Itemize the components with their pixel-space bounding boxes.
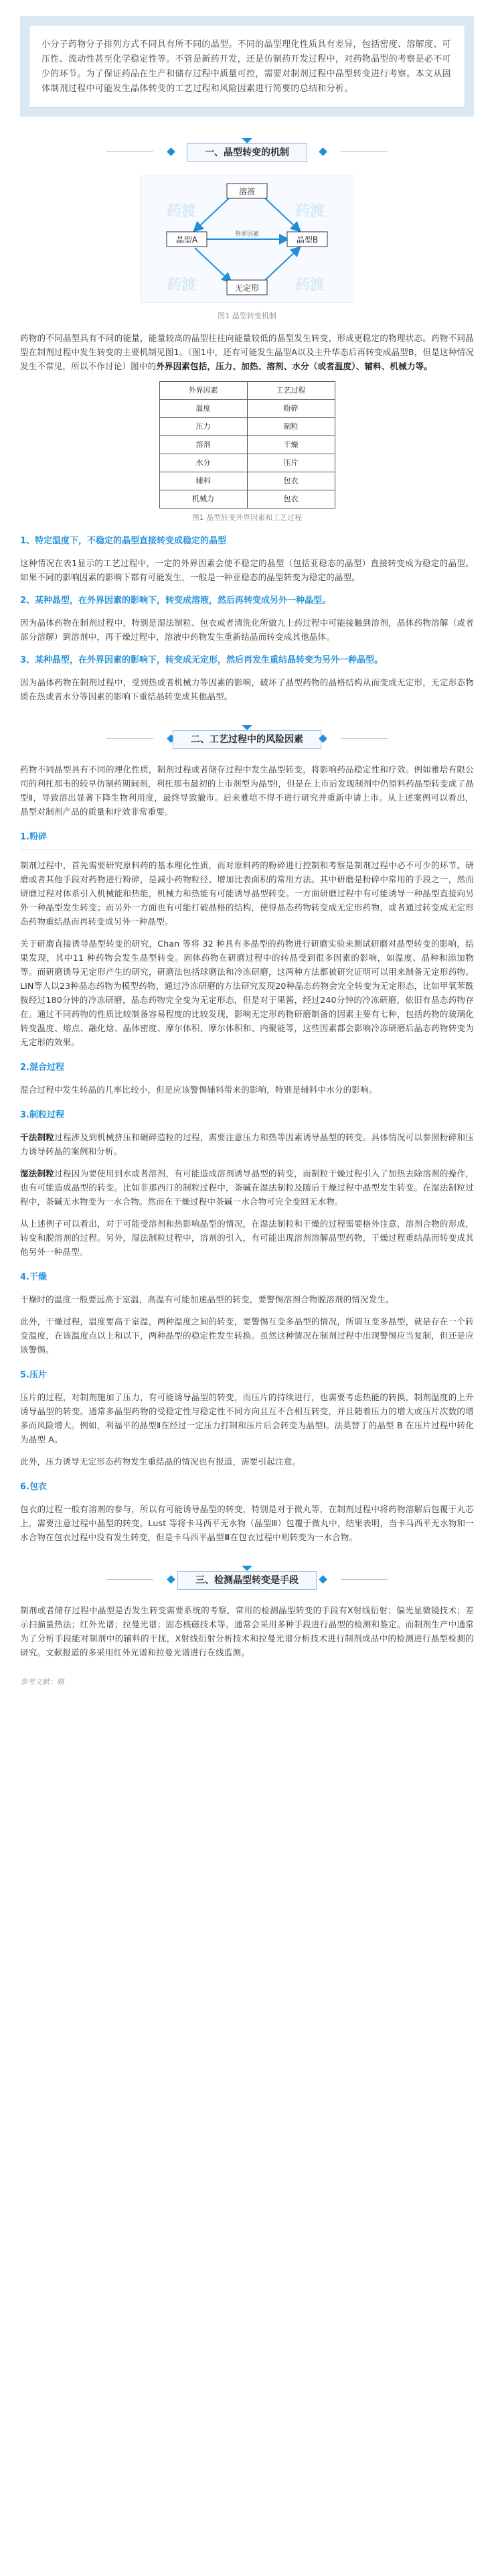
- table-cell: 包衣: [247, 490, 335, 509]
- table-cell: 水分: [159, 454, 247, 472]
- tableting-p2: 此外，压力诱导无定形态药物发生重结晶的情况也有报道，需要引起注意。: [20, 1456, 301, 1467]
- mechanism-diagram: [140, 176, 354, 303]
- table-cell: 外界因素: [159, 382, 247, 400]
- table-cell: 压片: [247, 454, 335, 472]
- diamond-icon: [319, 1575, 327, 1584]
- svg-text:溶液: 溶液: [238, 187, 256, 196]
- coating-p1: 包衣的过程一般有溶剂的参与，所以有可能诱导晶型的转变，特别是对于微丸等，在制剂过程中将药物溶解后包覆于丸芯上，需要注意过程中晶型的转变。Lust 等将卡马西平无水物（晶型Ⅲ）包覆于微丸中，结果表明，当卡马西平无水物和一水合物在包衣过程中没有发生转变，但是卡马西平晶型Ⅲ在包衣过程中则转变为一水合物。: [20, 1504, 474, 1542]
- watermark: 药渡: [295, 203, 325, 220]
- table-row: [159, 382, 335, 400]
- svg-text:晶型B: 晶型B: [296, 235, 319, 245]
- table-cell: 机械力: [159, 490, 247, 509]
- divider: [341, 738, 388, 739]
- watermark: 药渡: [167, 277, 197, 293]
- divider: [341, 1579, 388, 1580]
- drying-p1: 干燥时的温度一般要远高于室温，高温有可能加速晶型的转变，要警惕溶剂合物脱溶剂的情况发生。: [20, 1294, 394, 1304]
- divider: [106, 151, 153, 152]
- diamond-icon: [167, 1575, 175, 1584]
- tableting-p1: 压片的过程，对制剂施加了压力，有可能诱导晶型的转变，而压片的持续进行，也需要考虑热能的转换，制剂温度的上升诱导晶型的转变。通常多晶型药物的受稳定性与稳定性不同方向且互不合相互转变，并且随着压力的增大或压片次数的增多而风险增大。例如，利福平的晶型Ⅱ在经过一定压力打制和压片后会转变为晶型Ⅰ。法莫替丁的晶型 B 在压片过程中转化为晶型 A。: [20, 1392, 474, 1444]
- table-cell: 包衣: [247, 472, 335, 490]
- article: [0, 16, 494, 2576]
- intro-text: 小分子药物分子排列方式不同具有所不同的晶型。不同的晶型理化性质具有差异，包括密度、溶解度、可压性、流动性甚至化学稳定性等。不管是新药开发，还是仿制药开发过程中，对药物晶型的考察是必不可少的环节。为了保证药品在生产和储存过程中质量可控，需要对制剂过程中晶型转变进行考察。本文从固体制剂过程中可能发生晶体转变的工艺过程和风险因素进行简要的总结和分析。: [29, 25, 465, 108]
- table-cell: 粉碎: [247, 400, 335, 418]
- table-cell: 溶剂: [159, 436, 247, 454]
- divider: [341, 151, 388, 152]
- milling-p1: 制剂过程中，首先需要研究原料药的基本理化性质，而对原料药的粉碎进行控制和考察是制剂过程中必不可少的环节。研磨或者其他手段对药物进行粉碎，是减小药物粒径、增加比表面积的常用方法。其中研磨是粉碎中常用的手段之一，然而研磨过程对体系引入机械能和热能，机械力和热能有可能诱导晶型转变。一方面研磨过程中有可能诱导一种晶型直接向另外一种晶型发生转变；而另外一方面也有可能打破晶格的结构，使得晶态药物转变成无定形药物，或者通过转变成无定形态药物重结晶而再转变成另外一种晶型。: [20, 860, 474, 927]
- divider: [106, 1579, 153, 1580]
- step-title-mixing: 2.混合过程: [20, 1063, 64, 1073]
- table-row: [159, 418, 335, 436]
- step-title-milling: 1.粉碎: [20, 832, 47, 842]
- section-heading-3: [93, 1566, 401, 1594]
- diamond-icon: [167, 147, 175, 156]
- figure-mechanism: [20, 176, 474, 323]
- drying-p2: 此外，干燥过程，温度要高于室温，两种温度之间的转变，要警惕互变多晶型的情况，所谓互变多晶型，就是存在一个转变温度，在该温度点以上和以下，两种晶型的稳定性发生转换。虽然这种情况在制剂过程中出现警惕应当复制，但还是应该警惕。: [20, 1316, 474, 1355]
- step-title-tableting: 5.压片: [20, 1370, 47, 1380]
- triangle-icon: [242, 1566, 252, 1571]
- svg-text:晶型A: 晶型A: [175, 235, 198, 245]
- section-title: 三、检测晶型转变是手段: [177, 1571, 317, 1590]
- references-note: 参考文献：略: [20, 1678, 64, 1686]
- triangle-icon: [242, 138, 252, 143]
- intro-frame: [20, 16, 474, 117]
- table-caption: 图1 晶型转变外界因素和工艺过程: [191, 513, 303, 522]
- risk-intro: 药物不同晶型具有不同的理化性质，制剂过程或者储存过程中发生晶型转变，将影响药品稳定性和疗效。例如雅培有限公司的利托那韦的较早仿制药期间剂，利托那韦最初的上市剂型为晶型Ⅰ，但是在上市后发现制剂中仍原料药晶型转变成了晶型Ⅱ，导致溶出显著下降生物利用度，最终导致撤市。后来雅培不得不进行研究并重新申请上市。从上述案例可以看出，晶型对制剂产品的质量和疗效非常重要。: [20, 764, 474, 817]
- factor-table: [159, 381, 335, 509]
- center-label: 外界因素: [234, 231, 260, 238]
- mechanism-2-title: 2、某种晶型，在外界因素的影响下，转变成溶液，然后再转变成另外一种晶型。: [20, 596, 331, 606]
- granulation-p3: 从上述例子可以看出，对于可能受溶剂和热影响晶型的情况，在湿法制粒和干燥的过程需要格外注意，溶剂合物的形成，转变和脱溶剂的过程。另外，湿法制粒过程中，溶剂的引入，有可能出现溶剂溶解晶型药物，干燥过程重结晶而转变成其他另外一种晶型。: [20, 1219, 474, 1257]
- detection-paragraph: 制剂或者储存过程中晶型是否发生转变需要系统的考察，常用的检测晶型转变的手段有X射线衍射；偏光显微镜技术；差示扫描量热法；红外光谱；拉曼光谱；固态核磁技术等。通常会采用多种手段进行晶型的检测和鉴定。而制剂生产中通常为了分析手段能对制剂中的辅料的干扰，X射线衍射分析技术和拉曼光谱分析技术进行制剂成品中的检测进行晶型检测的研究。文献报道的多采用红外光谱和拉曼光谱进行在线监测。: [20, 1605, 474, 1657]
- watermark: 药渡: [295, 277, 325, 293]
- mechanism-1-title: 1、特定温度下，不稳定的晶型直接转变成稳定的晶型: [20, 536, 227, 546]
- table-row: [159, 436, 335, 454]
- granulation-p2: 湿法制粒过程因为要使用到水或者溶剂，有可能造成溶剂诱导晶型的转变，而制粒干燥过程引入了加热去除溶剂的操作，也有可能造成晶型的转变。比如非那西汀的制粒过程中，茶碱在湿法制粒及随后干燥过程中晶型发生转变。在湿法制粒过程中，茶碱无水物变为一水合物。然而在干燥过程中茶碱一水合物可完全变回无水物。: [20, 1168, 474, 1207]
- table-cell: 制粒: [247, 418, 335, 436]
- table-row: [159, 490, 335, 509]
- table-row: [159, 400, 335, 418]
- triangle-icon: [242, 725, 252, 730]
- factor-table-figure: [20, 381, 474, 525]
- mechanism-3-title: 3、某种晶型，在外界因素的影响下，转变成无定形，然后再发生重结晶转变为另外一种晶型。: [20, 655, 384, 665]
- granulation-p1: 干法制粒过程涉及到机械挤压和碾碎造粒的过程，需要注意压力和热等因素诱导晶型的转变。具体情况可以参照粉碎和压力诱导转晶的案例和分析。: [20, 1132, 474, 1156]
- table-cell: 干燥: [247, 436, 335, 454]
- watermark: 药渡: [167, 203, 197, 220]
- step-title-drying: 4.干燥: [20, 1272, 47, 1282]
- table-cell: 工艺过程: [247, 382, 335, 400]
- mechanism-2-body: 因为晶体药物在制剂过程中，特别是湿法制粒、包衣或者清洗化所做九上药过程中可能接触到溶剂，晶体药物溶解（或者部分溶解）到溶剂中，再干燥过程中，溶液中药物发生重新结晶而转变成其他晶体。: [20, 618, 474, 642]
- mixing-p1: 混合过程中发生转晶的几率比较小，但是应该警惕辅料带来的影响，特别是辅料中水分的影响。: [20, 1085, 378, 1095]
- table-cell: 辅料: [159, 472, 247, 490]
- section-heading-1: [93, 138, 401, 166]
- figure-caption: 图1 晶型转变机制: [218, 312, 276, 320]
- diamond-icon: [319, 147, 327, 156]
- table-cell: 压力: [159, 418, 247, 436]
- table-row: [159, 454, 335, 472]
- section-title: 二、工艺过程中的风险因素: [173, 730, 321, 749]
- table-row: [159, 472, 335, 490]
- table-cell: 温度: [159, 400, 247, 418]
- step-title-granulation: 3.制粒过程: [20, 1110, 64, 1120]
- section-title: 一、晶型转变的机制: [187, 143, 307, 162]
- milling-p2: 关于研磨直接诱导晶型转变的研究，Chan 等将 32 种具有多晶型的药物进行研磨实验来测试研磨对晶型转变的影响，结果发现，其中11 种药物会发生晶型转变。固体药物在研磨过程中的转晶受到很多因素的影响，如温度、晶种和添加物等。而研磨诱导无定形产生的研究，研磨法包括球磨法和冷冻研磨，这两种方法都被研究证明可以用来制备无定形药物。LIN等人以23种晶态药物为模型药物，通过冷冻研磨的方法研究发现20种晶态药物会完全转变为无定形态，比如甲氧苯酰胺经过180分钟的冷冻研磨，晶态药物完全变为无定形态，但是对于果酱，经过240分钟的冷冻研磨，依旧有晶态药物存在。通过不同药物的性质比较制备容易程度的比较发现，影响无定形药物研磨制备的因素主要有七种，包括药物的玻璃化转变温度、熔点、融化焓、晶体密度、摩尔体积、摩尔体积和、内聚能等，这些因素都会影响冷冻研磨后晶态药物转变为无定形的效果。: [20, 939, 474, 1047]
- section-heading-2: [93, 725, 401, 753]
- mechanism-3-body: 因为晶体药物在制剂过程中，受到热或者机械力等因素的影响，破坏了晶型药物的晶格结构从而变成无定形，无定形态物质在热或者水分等因素的影响下重结晶转变成其他晶型。: [20, 677, 474, 701]
- step-title-coating: 6.包衣: [20, 1482, 47, 1492]
- mechanism-paragraph: 药物的不同晶型具有不同的能量，能量较高的晶型往往向能量较低的晶型发生转变，形成更稳定的物理状态。药物不同晶型在制剂过程中发生转变的主要机制见图1。（图1中，还有可能发生晶型A以及主升华态后再转变成晶型B，但是这种情况发生不常见，所以不作讨论）图中的外界因素包括，压力、加热、溶剂、水分（或者温度）、辅料、机械力等。: [20, 333, 474, 371]
- mechanism-1-body: 这种情况在表1显示的工艺过程中，一定的外界因素会使不稳定的晶型（包括亚稳态的晶型）直接转变成为稳定的晶型。如果不同的影响因素的影响下都有可能发生，一般是一种亚稳态的晶型转变为稳定的晶型。: [20, 558, 474, 582]
- svg-text:无定形: 无定形: [234, 283, 260, 293]
- divider: [106, 738, 153, 739]
